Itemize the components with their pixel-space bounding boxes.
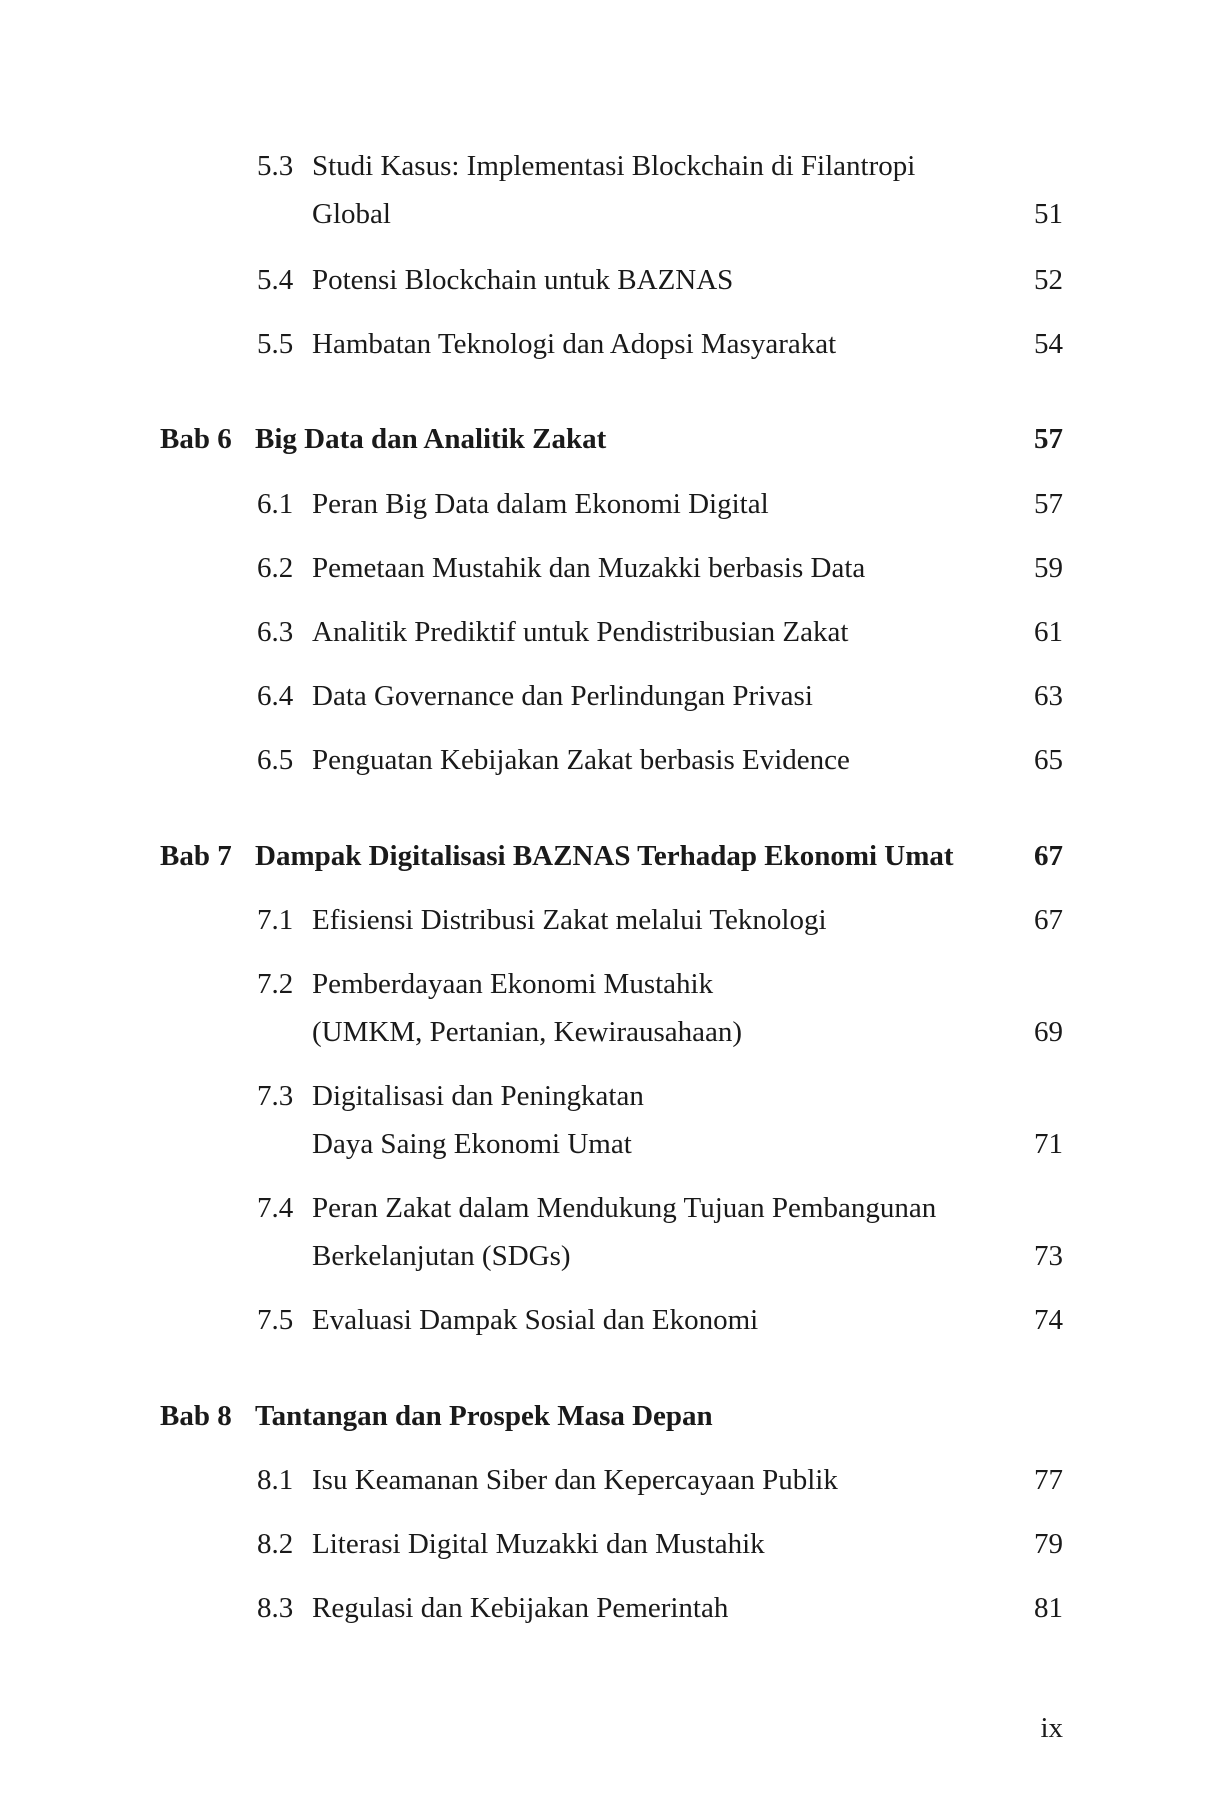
section-title: (UMKM, Pertanian, Kewirausahaan) (312, 1016, 743, 1048)
toc-page-number: 51 (1034, 198, 1063, 230)
section-title: Global (312, 198, 391, 230)
toc-section-entry (0, 486, 1221, 522)
section-number: 6.2 (257, 552, 294, 584)
section-number: 7.1 (257, 904, 294, 936)
toc-page-number: 69 (1034, 1016, 1063, 1048)
section-number: 7.5 (257, 1304, 294, 1336)
chapter-title: Tantangan dan Prospek Masa Depan (255, 1400, 713, 1432)
toc-page-number: 77 (1034, 1464, 1063, 1496)
toc-page-number: 61 (1034, 616, 1063, 648)
section-number: 6.4 (257, 680, 294, 712)
toc-section-entry (0, 196, 1221, 232)
toc-section-entry (0, 148, 1221, 184)
toc-section-entry (0, 678, 1221, 714)
section-number: 5.3 (257, 150, 294, 182)
toc-page-number: 74 (1034, 1304, 1063, 1336)
section-number: 8.1 (257, 1464, 294, 1496)
section-title: Analitik Prediktif untuk Pendistribusian Zakat (312, 616, 849, 648)
toc-page-number: 65 (1034, 744, 1063, 776)
section-number: 7.4 (257, 1192, 294, 1224)
chapter-number: Bab 7 (160, 840, 232, 872)
toc-section-entry (0, 902, 1221, 938)
toc-section-entry (0, 1462, 1221, 1498)
toc-page-number: 59 (1034, 552, 1063, 584)
section-title: Regulasi dan Kebijakan Pemerintah (312, 1592, 729, 1624)
toc-section-entry (0, 742, 1221, 778)
toc-section-entry (0, 326, 1221, 362)
toc-chapter-entry (0, 1398, 1221, 1434)
chapter-number: Bab 6 (160, 423, 232, 455)
section-title: Hambatan Teknologi dan Adopsi Masyarakat (312, 328, 837, 360)
toc-section-entry (0, 262, 1221, 298)
section-title: Efisiensi Distribusi Zakat melalui Teknologi (312, 904, 827, 936)
toc-section-entry (0, 1590, 1221, 1626)
section-number: 5.4 (257, 264, 294, 296)
toc-page-number: 73 (1034, 1240, 1063, 1272)
section-title: Literasi Digital Muzakki dan Mustahik (312, 1528, 765, 1560)
page-number-folio: ix (1040, 1712, 1063, 1744)
toc-section-entry (0, 1526, 1221, 1562)
chapter-title: Dampak Digitalisasi BAZNAS Terhadap Ekonomi Umat (255, 840, 954, 872)
toc-section-entry (0, 614, 1221, 650)
toc-page-number: 63 (1034, 680, 1063, 712)
section-title: Peran Big Data dalam Ekonomi Digital (312, 488, 769, 520)
toc-section-entry (0, 1126, 1221, 1162)
section-number: 6.1 (257, 488, 294, 520)
toc-page-number: 67 (1034, 904, 1063, 936)
section-title: Isu Keamanan Siber dan Kepercayaan Publik (312, 1464, 838, 1496)
toc-page-number: 81 (1034, 1592, 1063, 1624)
section-title: Evaluasi Dampak Sosial dan Ekonomi (312, 1304, 759, 1336)
toc-section-entry (0, 1238, 1221, 1274)
section-title: Data Governance dan Perlindungan Privasi (312, 680, 813, 712)
toc-page-number: 52 (1034, 264, 1063, 296)
section-title: Berkelanjutan (SDGs) (312, 1240, 571, 1272)
toc-chapter-entry (0, 421, 1221, 457)
section-title: Studi Kasus: Implementasi Blockchain di Filantropi (312, 150, 916, 182)
chapter-number: Bab 8 (160, 1400, 232, 1432)
section-title: Daya Saing Ekonomi Umat (312, 1128, 632, 1160)
section-title: Pemberdayaan Ekonomi Mustahik (312, 968, 714, 1000)
section-number: 8.3 (257, 1592, 294, 1624)
toc-page-number: 57 (1034, 488, 1063, 520)
toc-section-entry (0, 966, 1221, 1002)
section-number: 7.3 (257, 1080, 294, 1112)
toc-page-number: 71 (1034, 1128, 1063, 1160)
toc-section-entry (0, 1190, 1221, 1226)
section-number: 6.5 (257, 744, 294, 776)
toc-page-number: 57 (1034, 423, 1063, 455)
section-number: 6.3 (257, 616, 294, 648)
section-number: 7.2 (257, 968, 294, 1000)
toc-page-number: 79 (1034, 1528, 1063, 1560)
section-title: Potensi Blockchain untuk BAZNAS (312, 264, 734, 296)
section-number: 5.5 (257, 328, 294, 360)
toc-page-number: 54 (1034, 328, 1063, 360)
toc-section-entry (0, 550, 1221, 586)
section-title: Digitalisasi dan Peningkatan (312, 1080, 644, 1112)
toc-section-entry (0, 1302, 1221, 1338)
section-title: Peran Zakat dalam Mendukung Tujuan Pembangunan (312, 1192, 937, 1224)
toc-section-entry (0, 1078, 1221, 1114)
toc-section-entry (0, 1014, 1221, 1050)
section-title: Pemetaan Mustahik dan Muzakki berbasis Data (312, 552, 866, 584)
toc-chapter-entry (0, 838, 1221, 874)
chapter-title: Big Data dan Analitik Zakat (255, 423, 607, 455)
section-number: 8.2 (257, 1528, 294, 1560)
toc-page-number: 67 (1034, 840, 1063, 872)
section-title: Penguatan Kebijakan Zakat berbasis Evidence (312, 744, 850, 776)
